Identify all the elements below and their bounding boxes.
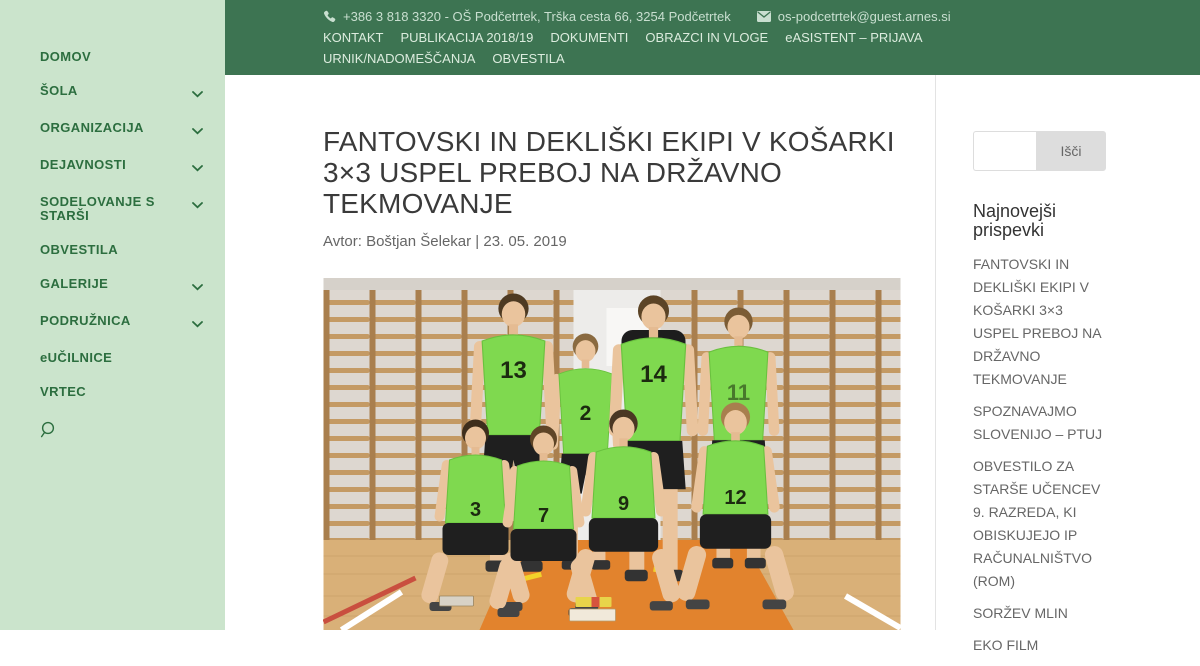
sidebar-item-obvestila[interactable] <box>40 243 203 257</box>
jersey-number: 14 <box>640 361 667 388</box>
search-form <box>973 131 1106 171</box>
nav-kontakt[interactable]: KONTAKT <box>323 30 384 45</box>
chevron-down-icon <box>192 198 203 212</box>
secondary-nav <box>323 31 1083 66</box>
sidebar-item-label: ŠOLA <box>40 83 78 98</box>
phone-icon <box>323 10 336 23</box>
sidebar-item-podruznica[interactable] <box>40 314 203 331</box>
phone-address-text: +386 3 818 3320 - OŠ Podčetrtek, Trška cesta 66, 3254 Podčetrtek <box>343 9 731 24</box>
jersey-number: 7 <box>537 505 550 527</box>
recent-post-link[interactable]: SPOZNAVAJMO SLOVENIJO – PTUJ <box>973 403 1103 442</box>
recent-post-link[interactable]: SORŽEV MLIN <box>973 605 1068 621</box>
post-article <box>323 126 901 630</box>
jersey-number: 12 <box>724 487 747 509</box>
basketball-team-photo-graphic <box>323 278 901 630</box>
right-sidebar <box>973 131 1107 666</box>
post-title: FANTOVSKI IN DEKLIŠKI EKIPI V KOŠARKI 3×3 USPEL PREBOJ NA DRŽAVNO TEKMOVANJE <box>323 126 895 219</box>
sidebar-item-label: PODRUŽNICA <box>40 313 131 328</box>
chevron-down-icon <box>192 280 203 294</box>
sidebar-item-label: SODELOVANJE S STARŠI <box>40 194 155 223</box>
recent-posts-heading: Najnovejši prispevki <box>973 201 1057 240</box>
sidebar-item-label: OBVESTILA <box>40 242 118 257</box>
main-sidebar <box>0 0 225 630</box>
email-group[interactable] <box>757 9 951 24</box>
post-meta: Avtor: Boštjan Šelekar | 23. 05. 2019 <box>323 233 567 250</box>
email-text: os-podcetrtek@guest.arnes.si <box>777 9 951 24</box>
sidebar-item-vrtec[interactable] <box>40 385 203 399</box>
top-header-bar <box>225 0 1200 75</box>
recent-post-link[interactable]: EKO FILM <box>973 637 1039 653</box>
chevron-down-icon <box>192 161 203 175</box>
jersey-number: 13 <box>500 357 527 384</box>
nav-obvestila[interactable]: OBVESTILA <box>492 51 565 66</box>
chevron-down-icon <box>192 124 203 138</box>
nav-dokumenti[interactable]: DOKUMENTI <box>550 30 629 45</box>
recent-posts-list <box>973 253 1107 657</box>
sidebar-item-eucilnice[interactable] <box>40 351 203 365</box>
sidebar-item-label: GALERIJE <box>40 276 109 291</box>
main-menu <box>40 50 203 399</box>
sidebar-item-sola[interactable] <box>40 84 203 101</box>
search-button[interactable]: Išči <box>1036 131 1106 171</box>
recent-post-link[interactable]: FANTOVSKI IN DEKLIŠKI EKIPI V KOŠARKI 3×3 USPEL PREBOJ NA DRŽAVNO TEKMOVANJE <box>973 256 1101 387</box>
jersey-number: 11 <box>726 380 751 405</box>
team-photo <box>323 278 901 630</box>
envelope-icon <box>757 11 771 22</box>
jersey-number: 9 <box>617 493 630 515</box>
sidebar-item-label: ORGANIZACIJA <box>40 120 144 135</box>
content-sidebar-divider <box>935 75 936 630</box>
nav-urnik-nadomescanja[interactable]: URNIK/NADOMEŠČANJA <box>323 51 476 66</box>
sidebar-item-sodelovanje-s-starsi[interactable] <box>40 195 203 223</box>
sidebar-item-label: VRTEC <box>40 384 87 399</box>
sidebar-item-organizacija[interactable] <box>40 121 203 138</box>
sidebar-item-domov[interactable] <box>40 50 203 64</box>
jersey-number: 2 <box>579 402 592 425</box>
sidebar-item-label: eUČILNICE <box>40 350 113 365</box>
search-icon <box>40 426 58 443</box>
sidebar-search-toggle[interactable] <box>40 421 203 444</box>
sidebar-item-label: DOMOV <box>40 49 92 64</box>
chevron-down-icon <box>192 317 203 331</box>
nav-publikacija[interactable]: PUBLIKACIJA 2018/19 <box>400 30 534 45</box>
jersey-number: 3 <box>469 499 482 521</box>
search-input[interactable] <box>973 131 1036 171</box>
nav-easistent-prijava[interactable]: eASISTENT – PRIJAVA <box>785 30 923 45</box>
sidebar-item-label: DEJAVNOSTI <box>40 157 127 172</box>
nav-obrazci-in-vloge[interactable]: OBRAZCI IN VLOGE <box>645 30 769 45</box>
contact-info-row <box>323 9 1200 24</box>
sidebar-item-galerije[interactable] <box>40 277 203 294</box>
recent-post-link[interactable]: OBVESTILO ZA STARŠE UČENCEV 9. RAZREDA, KI OBISKUJEJO IP RAČUNALNIŠTVO (ROM) <box>973 458 1101 589</box>
chevron-down-icon <box>192 87 203 101</box>
sidebar-item-dejavnosti[interactable] <box>40 158 203 175</box>
